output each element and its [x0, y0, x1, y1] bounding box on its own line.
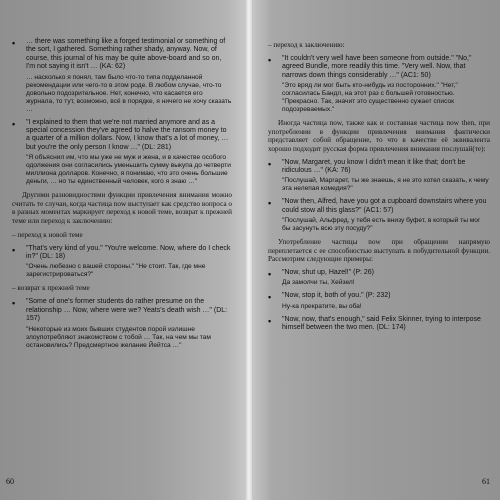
example-block [268, 159, 490, 194]
left-page-content [12, 38, 232, 355]
example-block [12, 38, 232, 114]
english-example: "It couldn't very well have been someone from outside." "No," agreed Bundle, more readily this time. "Very well. Now, that narrows down things considerably …" (AC1: 50) [282, 55, 472, 79]
english-example: "Now, Margaret, you know I didn't mean it like that; don't be ridiculous …" (KA: 76) [282, 158, 466, 174]
bullet-icon: • [268, 198, 272, 209]
example-block [268, 198, 490, 233]
bullet-icon: • [268, 55, 272, 65]
bullet-icon: • [268, 158, 272, 169]
bullet-icon: • [12, 244, 16, 255]
english-example: "That's very kind of you." "You're welcome. Now, where do I check in?" (DL: 18) [26, 244, 231, 261]
example-block [12, 119, 232, 187]
bullet-icon: • [12, 38, 16, 48]
english-example: … there was something like a forged testimonial or something of the sort, I gathered. Something rather shady, anyway. Now, of course, this journal of his may be quite above-board and so on, I'm not saying it isn't … (KA: 62) [26, 38, 226, 71]
body-paragraph: Иногда частица now, также как и составная частица now then, при употреблении в функции привлечения внимания фактически представляет собой обращение, то что в качестве её эквивалента хорошо подходит русская форма привлечения внимания послушай(те): [268, 119, 490, 153]
russian-translation: Ну-ка прекратите, вы оба! [282, 302, 362, 310]
bullet-icon: • [12, 118, 16, 129]
subheading-return-topic: – возврат к прежней теме [12, 284, 90, 293]
russian-translation: "Это вряд ли мог быть кто-нибудь из посторонних." "Нет," согласилась Бандл, на этот раз с большей готовностью. "Прекрасно. Так, значит это существенно сужает список подозреваемых." [282, 82, 458, 114]
russian-translation: "Послушай, Маргарет, ты же знаешь, я не это хотел сказать, к чему эта нелепая комедия?" [282, 177, 489, 193]
english-example: "Some of one's former students do rather presume on the relationship … Now, where were we? Yeats's death wish …" (DL: 157) [26, 298, 228, 323]
body-paragraph: Употребление частицы now при обращении напрямую переплетается с ее способностью выступать в побудительной функции. Рассмотрим следующие примеры: [268, 238, 490, 264]
english-example: "Now, stop it, both of you." (P: 232) [282, 292, 391, 300]
example-block [12, 245, 232, 280]
english-example: "Now, now, that's enough," said Felix Skinner, trying to interpose himself between the two men. (DL: 174) [282, 315, 481, 332]
english-example: "Now then, Alfred, have you got a cupboard downstairs where you could stow all this glass?" (AC1: 57) [282, 198, 487, 214]
subheading-conclusion: – переход к заключению: [268, 41, 345, 49]
bullet-icon: • [268, 292, 272, 303]
bullet-icon: • [268, 269, 272, 279]
left-page [0, 0, 246, 500]
russian-translation: "Очень любезно с вашей стороны." "Не стоит. Так, где мне зарегистрироваться?" [26, 263, 206, 279]
page-number: 61 [482, 477, 490, 486]
subheading-new-topic: – переход к новой теме [12, 230, 83, 239]
page-number: 60 [6, 477, 14, 486]
russian-translation: … насколько я понял, там было что-то типа подделанной рекомендации или чего-то в этом роде. В любом случае, что-то довольно подозрительное. Нет, конечно, что касается его журнала, то тут, возможно, всё в порядке, я ничего не хочу сказать … [26, 73, 232, 113]
example-block [268, 292, 490, 310]
right-page [252, 0, 500, 500]
bullet-icon: • [268, 315, 272, 326]
english-example: "Now, shut up, Hazel!" (Р: 26) [282, 269, 374, 276]
example-block [12, 298, 232, 349]
russian-translation: "Я объяснил им, что мы уже не муж и жена, и в качестве особого одолжения они согласились уменьшить сумму выкупа до четверти миллиона долларов. Конечно, я понимаю, что это очень большие деньги, … но ты единственный человек, кого я знаю …" [26, 154, 231, 186]
russian-translation: Да замолчи ты, Хейзел! [282, 279, 355, 287]
body-paragraph: Другими разновидностями функции привлечения внимания можно считать те случаи, когда частица now выступает как средство вопроса о в разных моментах маркирует переход к новой теме, возврат к прежней теме или переход к заключению: [12, 191, 232, 226]
example-block [268, 316, 490, 333]
english-example: "I explained to them that we're not married anymore and as a special concession they've agreed to halve the ransom money to a quarter of a million dollars. Now, I know that's a lot of money, … but you're the only person I know …" (DL: 281) [26, 118, 229, 151]
russian-translation: "Некоторые из моих бывших студентов порой излишне злоупотребляют знакомством с тобой … Так, на чем мы там остановились? Предсмертное желание Йейтса …" [26, 325, 211, 349]
example-block [268, 55, 490, 114]
example-block [268, 269, 490, 287]
right-page-content [268, 38, 490, 338]
russian-translation: "Послушай, Альфред, у тебя есть внизу буфет, в который ты мог бы засунуть всю эту посуду?" [282, 217, 481, 233]
bullet-icon: • [12, 298, 16, 309]
